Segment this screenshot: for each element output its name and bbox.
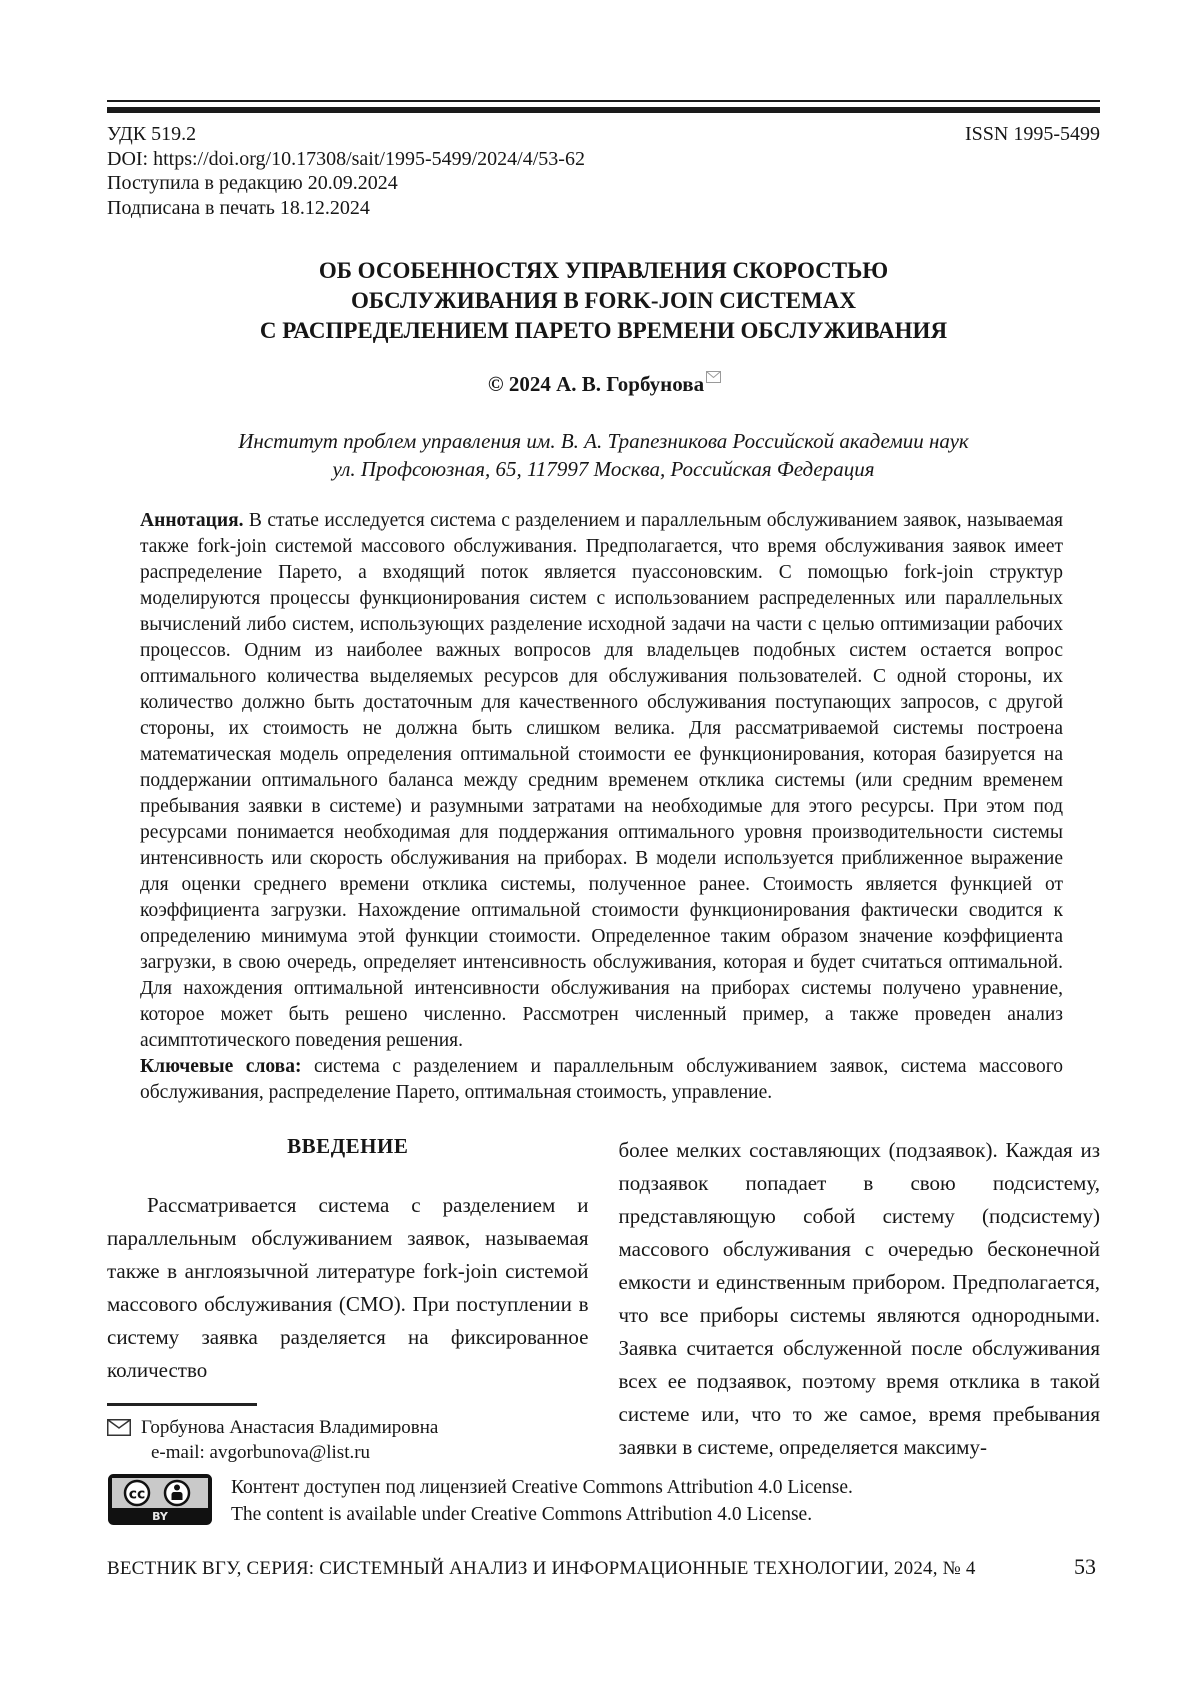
envelope-icon	[107, 1419, 131, 1436]
author-email: e-mail: avgorbunova@list.ru	[151, 1442, 371, 1463]
keywords-label: Ключевые слова:	[140, 1056, 302, 1077]
keywords-paragraph	[140, 1054, 1063, 1106]
cc-by-badge-icon	[107, 1473, 213, 1526]
page-number: 53	[1074, 1554, 1096, 1579]
header-rule-thin	[107, 100, 1100, 102]
abstract-block	[140, 508, 1063, 1106]
license-line-ru: Контент доступен под лицензией Creative Commons Attribution 4.0 License.	[231, 1477, 853, 1498]
accepted-date: Подписана в печать 18.12.2024	[107, 196, 370, 219]
introduction-heading: ВВЕДЕНИЕ	[287, 1134, 409, 1158]
title-line: ОБСЛУЖИВАНИЯ В FORK-JOIN СИСТЕМАХ	[351, 288, 856, 313]
affiliation	[107, 427, 1100, 483]
correspondence-footnote	[107, 1403, 589, 1465]
introduction-paragraph-left: Рассматривается система с разделением и параллельным обслуживанием заявок, называемая также в англоязычной литературе fork-join системой массового обслуживания (СМО). При поступлении в систему заявка разделяется на фиксированное количество	[107, 1193, 589, 1382]
left-column	[107, 1134, 589, 1465]
page-footer	[107, 1554, 1100, 1580]
svg-text:BY: BY	[152, 1510, 168, 1523]
license-row	[107, 1473, 1100, 1528]
journal-title: ВЕСТНИК ВГУ, СЕРИЯ: СИСТЕМНЫЙ АНАЛИЗ И ИНФОРМАЦИОННЫЕ ТЕХНОЛОГИИ, 2024, № 4	[107, 1558, 976, 1579]
envelope-icon	[706, 364, 721, 388]
author-name: © 2024 А. В. Горбунова	[487, 372, 705, 396]
right-column	[619, 1134, 1101, 1464]
license-line-en: The content is available under Creative Commons Attribution 4.0 License.	[231, 1504, 813, 1525]
received-date: Поступила в редакцию 20.09.2024	[107, 172, 398, 194]
article-meta	[107, 122, 1100, 220]
footnote-rule	[107, 1403, 257, 1406]
abstract-text: В статье исследуется система с разделением и параллельным обслуживанием заявок, называемая также fork-join системой массового обслуживания. Предполагается, что время обслуживания заявок имеет распределение Парето, а входящий поток является пуассоновским. С помощью fork-join структур моделируются процессы функционирования систем с использованием распределенных или параллельных вычислений либо систем, использующих разделение исходной задачи на части с целью оптимизации рабочих процессов. Одним из наиболее важных вопросов для владельцев подобных систем остается вопрос оптимального количества выделяемых ресурсов для обслуживания пользователей. С одной стороны, их количество должно быть достаточным для качественного обслуживания поступающих запросов, с другой стороны, их стоимость не должна быть слишком велика. Для рассматриваемой системы построена математическая модель определения оптимальной стоимости ее функционирования, которая базируется на поддержании оптимального баланса между средним временем отклика системы (или средним временем пребывания заявки в системе) и разумными затратами на необходимые для этого ресурсы. При этом под ресурсами понимается необходимая для поддержания оптимального уровня производительности системы интенсивность или скорость обслуживания на приборах. В модели используется приближенное выражение для оценки среднего времени отклика системы, полученное ранее. Стоимость является функцией от коэффициента загрузки. Нахождение оптимальной стоимости функционирования фактически сводится к определению минимума этой функции стоимости. Определенное таким образом значение коэффициента загрузки, в свою очередь, определяет интенсивность обслуживания, которая и будет считаться оптимальной. Для нахождения оптимальной интенсивности обслуживания на приборах системы получено уравнение, которое может быть решено численно. Рассмотрен численный пример, а также проведен анализ асимптотического поведения решения.	[140, 510, 1063, 1051]
abstract-paragraph	[140, 508, 1063, 1054]
article-title	[107, 256, 1100, 346]
affiliation-address: ул. Профсоюзная, 65, 117997 Москва, Российская Федерация	[332, 457, 875, 481]
introduction-paragraph-right: более мелких составляющих (подзаявок). Каждая из подзаявок попадает в свою подсистему, представляющую собой систему (подсистему) массового обслуживания с очередью бесконечной емкости и единственным прибором. Предполагается, что все приборы системы являются однородными. Заявка считается обслуженной после обслуживания всех ее подзаявок, поэтому время отклика в такой системе или, что то же самое, время пребывания заявки в системе, определяется максиму-	[618, 1138, 1100, 1459]
issn-code: ISSN 1995-5499	[964, 123, 1100, 145]
title-line: ОБ ОСОБЕННОСТЯХ УПРАВЛЕНИЯ СКОРОСТЬЮ	[318, 258, 889, 283]
header-rule-thick	[107, 107, 1100, 113]
author-line	[107, 372, 1100, 397]
doi-line: DOI: https://doi.org/10.17308/sait/1995-5499/2024/4/53-62	[107, 147, 585, 170]
abstract-label: Аннотация.	[140, 510, 244, 531]
affiliation-institute: Институт проблем управления им. В. А. Трапезникова Российской академии наук	[238, 429, 969, 453]
keywords-text: система с разделением и параллельным обслуживанием заявок, система массового обслуживания, распределение Парето, оптимальная стоимость, управление.	[140, 1056, 1064, 1103]
corresponding-author: Горбунова Анастасия Владимировна	[141, 1417, 439, 1438]
svg-text:cc: cc	[128, 1486, 146, 1503]
udk-code: УДК 519.2	[107, 123, 197, 145]
two-column-section	[107, 1134, 1100, 1465]
title-line: С РАСПРЕДЕЛЕНИЕМ ПАРЕТО ВРЕМЕНИ ОБСЛУЖИВАНИЯ	[259, 318, 948, 343]
